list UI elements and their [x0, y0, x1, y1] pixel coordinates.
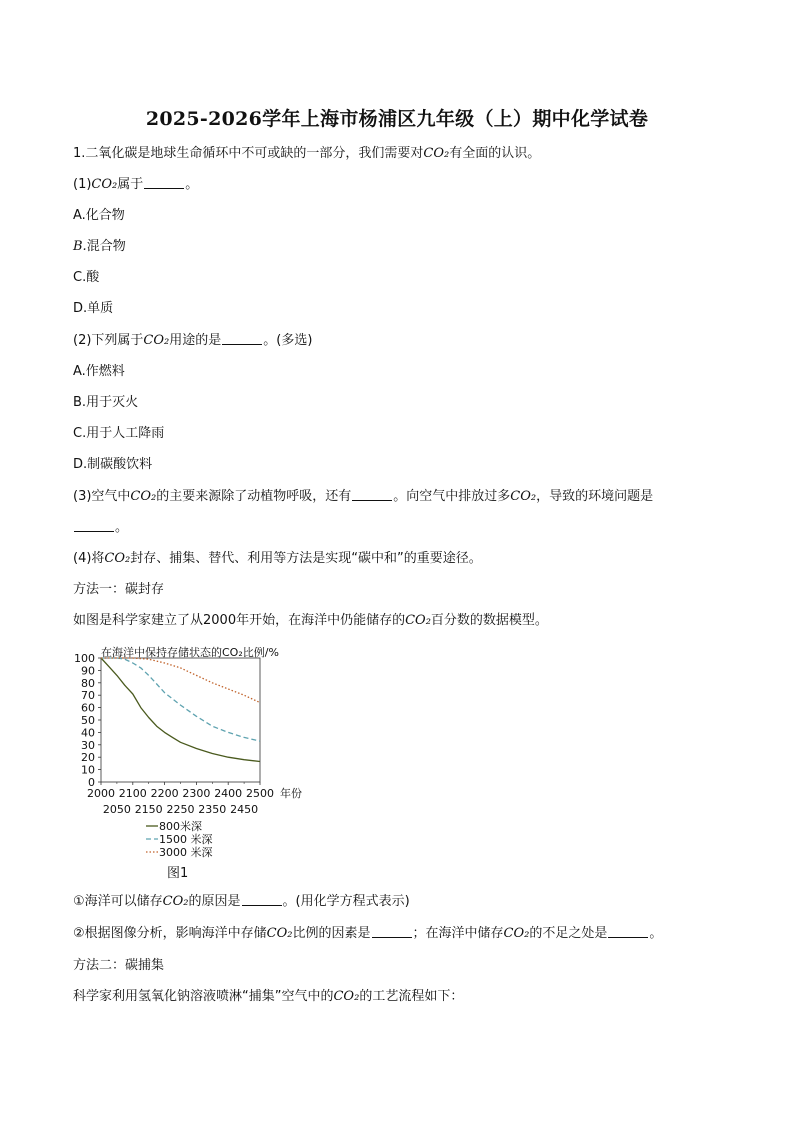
- text: 。: [115, 520, 129, 535]
- text: 属于: [117, 177, 144, 192]
- formula: CO₂: [130, 489, 157, 504]
- answer-blank[interactable]: [352, 488, 392, 501]
- answer-blank[interactable]: [222, 332, 262, 345]
- text: 的主要来源除了动植物呼吸，还有: [156, 489, 352, 504]
- option-text: 作燃料: [85, 364, 125, 379]
- question-1-part-1: [73, 176, 198, 194]
- formula: CO₂: [503, 926, 530, 941]
- answer-blank[interactable]: [144, 176, 184, 189]
- option-d: [73, 456, 152, 474]
- text: (4)将: [73, 551, 105, 566]
- text: 比例的因素是: [292, 926, 371, 941]
- text: 。: [185, 177, 199, 192]
- text: (3)空气中: [73, 489, 131, 504]
- option-letter: D.: [73, 457, 88, 472]
- formula: CO₂: [333, 989, 360, 1004]
- text: 。(用化学方程式表示): [282, 894, 410, 909]
- y-tick-label: 40: [81, 726, 95, 740]
- y-tick-label: 60: [81, 701, 95, 715]
- y-tick-label: 90: [81, 664, 95, 678]
- x-tick-label: 2350: [198, 803, 227, 816]
- answer-blank[interactable]: [372, 925, 412, 938]
- option-b: [73, 394, 138, 412]
- option-text: 化合物: [85, 208, 125, 223]
- option-letter: D.: [73, 301, 88, 316]
- sub-question-2: [73, 925, 662, 943]
- x-tick-label: 2500: [246, 787, 274, 800]
- text: ②根据图像分析，影响海洋中存储: [73, 926, 267, 941]
- series-line-2: [101, 658, 260, 741]
- text: ；在海洋中储存: [412, 926, 504, 941]
- x-tick-label: 2000: [87, 787, 115, 800]
- option-c: [73, 425, 164, 443]
- sub-question-1: [73, 893, 410, 911]
- formula: CO₂: [91, 177, 118, 192]
- chart-title: 在海洋中保持存储状态的CO₂比例/%: [101, 646, 279, 659]
- figure-caption: 图1: [167, 866, 189, 881]
- text: 封存、捕集、替代、利用等方法是实现“碳中和”的重要途径。: [130, 551, 482, 566]
- y-tick-label: 80: [81, 676, 95, 690]
- option-d: [73, 300, 113, 318]
- y-tick-label: 10: [81, 763, 95, 777]
- y-tick-label: 50: [81, 714, 95, 727]
- option-c: [73, 269, 99, 287]
- x-tick-label: 2400: [214, 787, 243, 800]
- option-b: [73, 238, 126, 256]
- text: (1): [73, 177, 92, 192]
- formula: CO₂: [104, 551, 131, 566]
- text: 如图是科学家建立了从2000年开始，在海洋中仍能储存的: [73, 613, 406, 628]
- option-letter: A.: [73, 208, 86, 223]
- question-1-part-4: [73, 550, 482, 568]
- y-tick-label: 0: [88, 776, 95, 789]
- capture-description: [73, 988, 463, 1006]
- x-tick-label: 2150: [134, 803, 163, 816]
- x-tick-label: 2100: [118, 787, 147, 800]
- option-letter: B.: [73, 239, 87, 254]
- x-tick-label: 2250: [166, 803, 195, 816]
- formula: CO₂: [510, 489, 537, 504]
- option-letter: A.: [73, 364, 86, 379]
- text: 的工艺流程如下：: [359, 989, 464, 1004]
- series-line-1: [101, 658, 260, 762]
- formula: CO₂: [143, 333, 170, 348]
- text: 用途的是: [169, 333, 222, 348]
- co2-storage-chart: [68, 643, 328, 865]
- formula: CO₂: [266, 926, 293, 941]
- model-description: [73, 612, 548, 630]
- question-1-part-2: [73, 332, 312, 350]
- x-tick-label: 2450: [230, 803, 259, 816]
- y-tick-label: 70: [81, 689, 95, 703]
- formula: CO₂: [423, 146, 450, 161]
- page-title: 2025-2026学年上海市杨浦区九年级（上）期中化学试卷: [145, 108, 649, 130]
- text: ①海洋可以储存: [73, 894, 163, 909]
- option-letter: C.: [73, 270, 87, 285]
- legend-label: 3000 米深: [159, 846, 213, 859]
- method-1-heading: 方法一：碳封存: [73, 582, 165, 597]
- text: 的原因是: [188, 894, 241, 909]
- option-text: 混合物: [86, 239, 126, 254]
- x-tick-label: 2300: [182, 787, 211, 800]
- text: 。: [649, 926, 663, 941]
- text: 的不足之处是: [529, 926, 608, 941]
- formula: CO₂: [405, 613, 431, 628]
- text: 。(多选): [263, 333, 313, 348]
- option-text: 用于人工降雨: [86, 426, 165, 441]
- text: 。向空气中排放过多: [393, 489, 511, 504]
- option-text: 用于灭火: [86, 395, 139, 410]
- text: (2)下列属于: [73, 333, 144, 348]
- answer-blank[interactable]: [242, 893, 282, 906]
- option-a: [73, 207, 125, 225]
- legend-label: 800米深: [159, 820, 202, 833]
- y-tick-label: 20: [81, 751, 95, 765]
- plot-frame: [101, 658, 260, 782]
- question-1-part-3-continued: [73, 519, 128, 537]
- answer-blank[interactable]: [608, 925, 648, 938]
- x-axis-label: 年份: [280, 787, 302, 800]
- x-tick-label: 2050: [102, 803, 131, 816]
- text: 科学家利用氢氧化钠溶液喷淋“捕集”空气中的: [73, 989, 334, 1004]
- question-1-part-3: [73, 488, 653, 506]
- y-tick-label: 30: [81, 738, 95, 752]
- formula: CO₂: [162, 894, 189, 909]
- text: 有全面的认识。: [449, 146, 541, 161]
- option-letter: B.: [73, 395, 87, 410]
- x-tick-label: 2200: [150, 787, 179, 800]
- y-tick-label: 100: [74, 652, 95, 665]
- text: ，导致的环境问题是: [536, 489, 654, 504]
- option-text: 酸: [86, 270, 100, 285]
- legend-label: 1500 米深: [159, 833, 213, 846]
- text: 1.二氧化碳是地球生命循环中不可或缺的一部分，我们需要对: [73, 146, 424, 161]
- method-2-heading: 方法二：碳捕集: [73, 958, 165, 973]
- option-text: 制碳酸饮料: [87, 457, 153, 472]
- text: 百分数的数据模型。: [430, 613, 548, 628]
- series-line-3: [101, 658, 260, 703]
- question-1-stem: [73, 145, 540, 163]
- option-a: [73, 363, 125, 381]
- answer-blank[interactable]: [74, 519, 114, 532]
- option-text: 单质: [87, 301, 114, 316]
- option-letter: C.: [73, 426, 87, 441]
